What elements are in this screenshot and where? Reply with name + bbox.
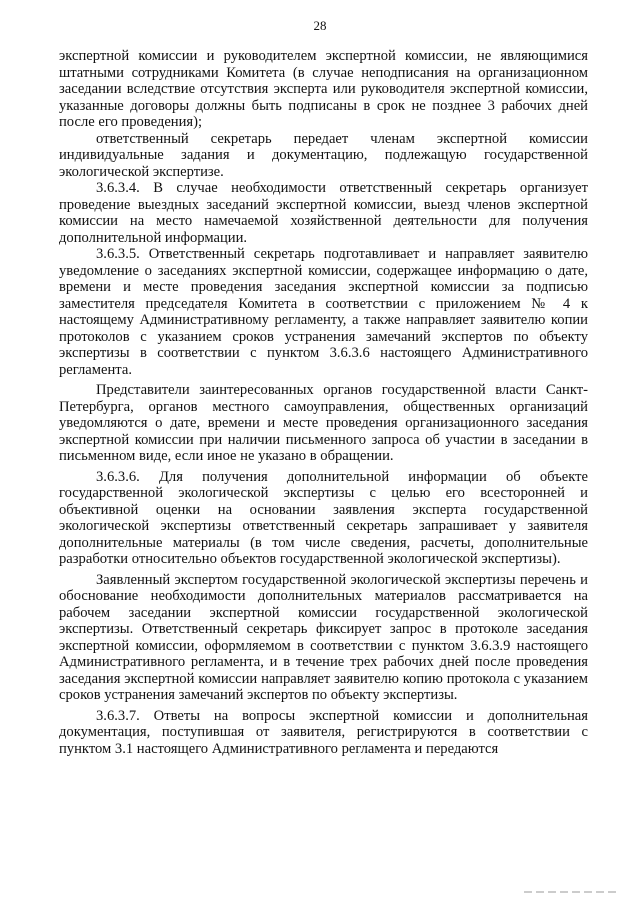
document-body: [59, 48, 588, 757]
paragraph-continuation: экспертной комиссии и руководителем экспертной комиссии, не являющимися штатными сотрудниками Комитета (в случае неподписания на организационном заседании вследствие отсутствия эксперта или руководителя экспертной комиссии, указанные договоры должны быть подписаны в срок не позднее 3 рабочих дней после его проведения);: [59, 48, 588, 130]
paragraph-3-6-3-4: 3.6.3.4. В случае необходимости ответственный секретарь организует проведение выездных заседаний экспертной комиссии, выезд членов экспертной комиссии на место намечаемой хозяйственной деятельности для получения дополнительной информации.: [59, 180, 588, 246]
page-number: 28: [313, 18, 327, 33]
paragraph-secretary-tasks: ответственный секретарь передает членам экспертной комиссии индивидуальные задания и документацию, подлежащую государственной экологической экспертизе.: [59, 130, 588, 180]
paragraph-representatives: Представители заинтересованных органов государственной власти Санкт-Петербурга, органов местного самоуправления, общественных организаций уведомляются о дате, времени и месте проведения организационного заседания экспертной комиссии при наличии письменного запроса об участии в заседании в письменном виде, если иное не указано в обращении.: [59, 382, 588, 464]
paragraph-declared-list: Заявленный экспертом государственной экологической экспертизы перечень и обоснование необходимости дополнительных материалов рассматривается на рабочем заседании экспертной комиссии государственной экологической экспертизы. Ответственный секретарь фиксирует запрос в протоколе заседания экспертной комиссии, оформляемом в соответствии с пунктом 3.6.3.9 настоящего Административного регламента, и в течение трех рабочих дней после проведения заседания экспертной комиссии направляет заявителю копию протокола с указанием сроков устранения замечаний экспертов по объекту экспертизы.: [59, 571, 588, 703]
scan-artifact-line: [524, 891, 620, 893]
paragraph-3-6-3-5: 3.6.3.5. Ответственный секретарь подготавливает и направляет заявителю уведомление о заседаниях экспертной комиссии, содержащее информацию о дате, времени и месте проведения заседания экспертной комиссии за подписью заместителя председателя Комитета в соответствии с приложением № 4 к настоящему Административному регламенту, а также направляет заявителю копии протоколов с указанием сроков устранения замечаний экспертов по объекту экспертизы в соответствии с пунктом 3.6.3.6 настоящего Административного регламента.: [59, 246, 588, 378]
paragraph-3-6-3-7: 3.6.3.7. Ответы на вопросы экспертной комиссии и дополнительная документация, поступившая от заявителя, регистрируются в соответствии с пунктом 3.1 настоящего Административного регламента и передаются: [59, 707, 588, 757]
paragraph-3-6-3-6: 3.6.3.6. Для получения дополнительной информации об объекте государственной экологической экспертизы с целью его всесторонней и объективной оценки на основании заявления эксперта государственной экологической экспертизы ответственный секретарь запрашивает у заявителя дополнительные материалы (в том числе сведения, расчеты, дополнительные разработки относительно объектов государственной экологической экспертизы).: [59, 468, 588, 567]
